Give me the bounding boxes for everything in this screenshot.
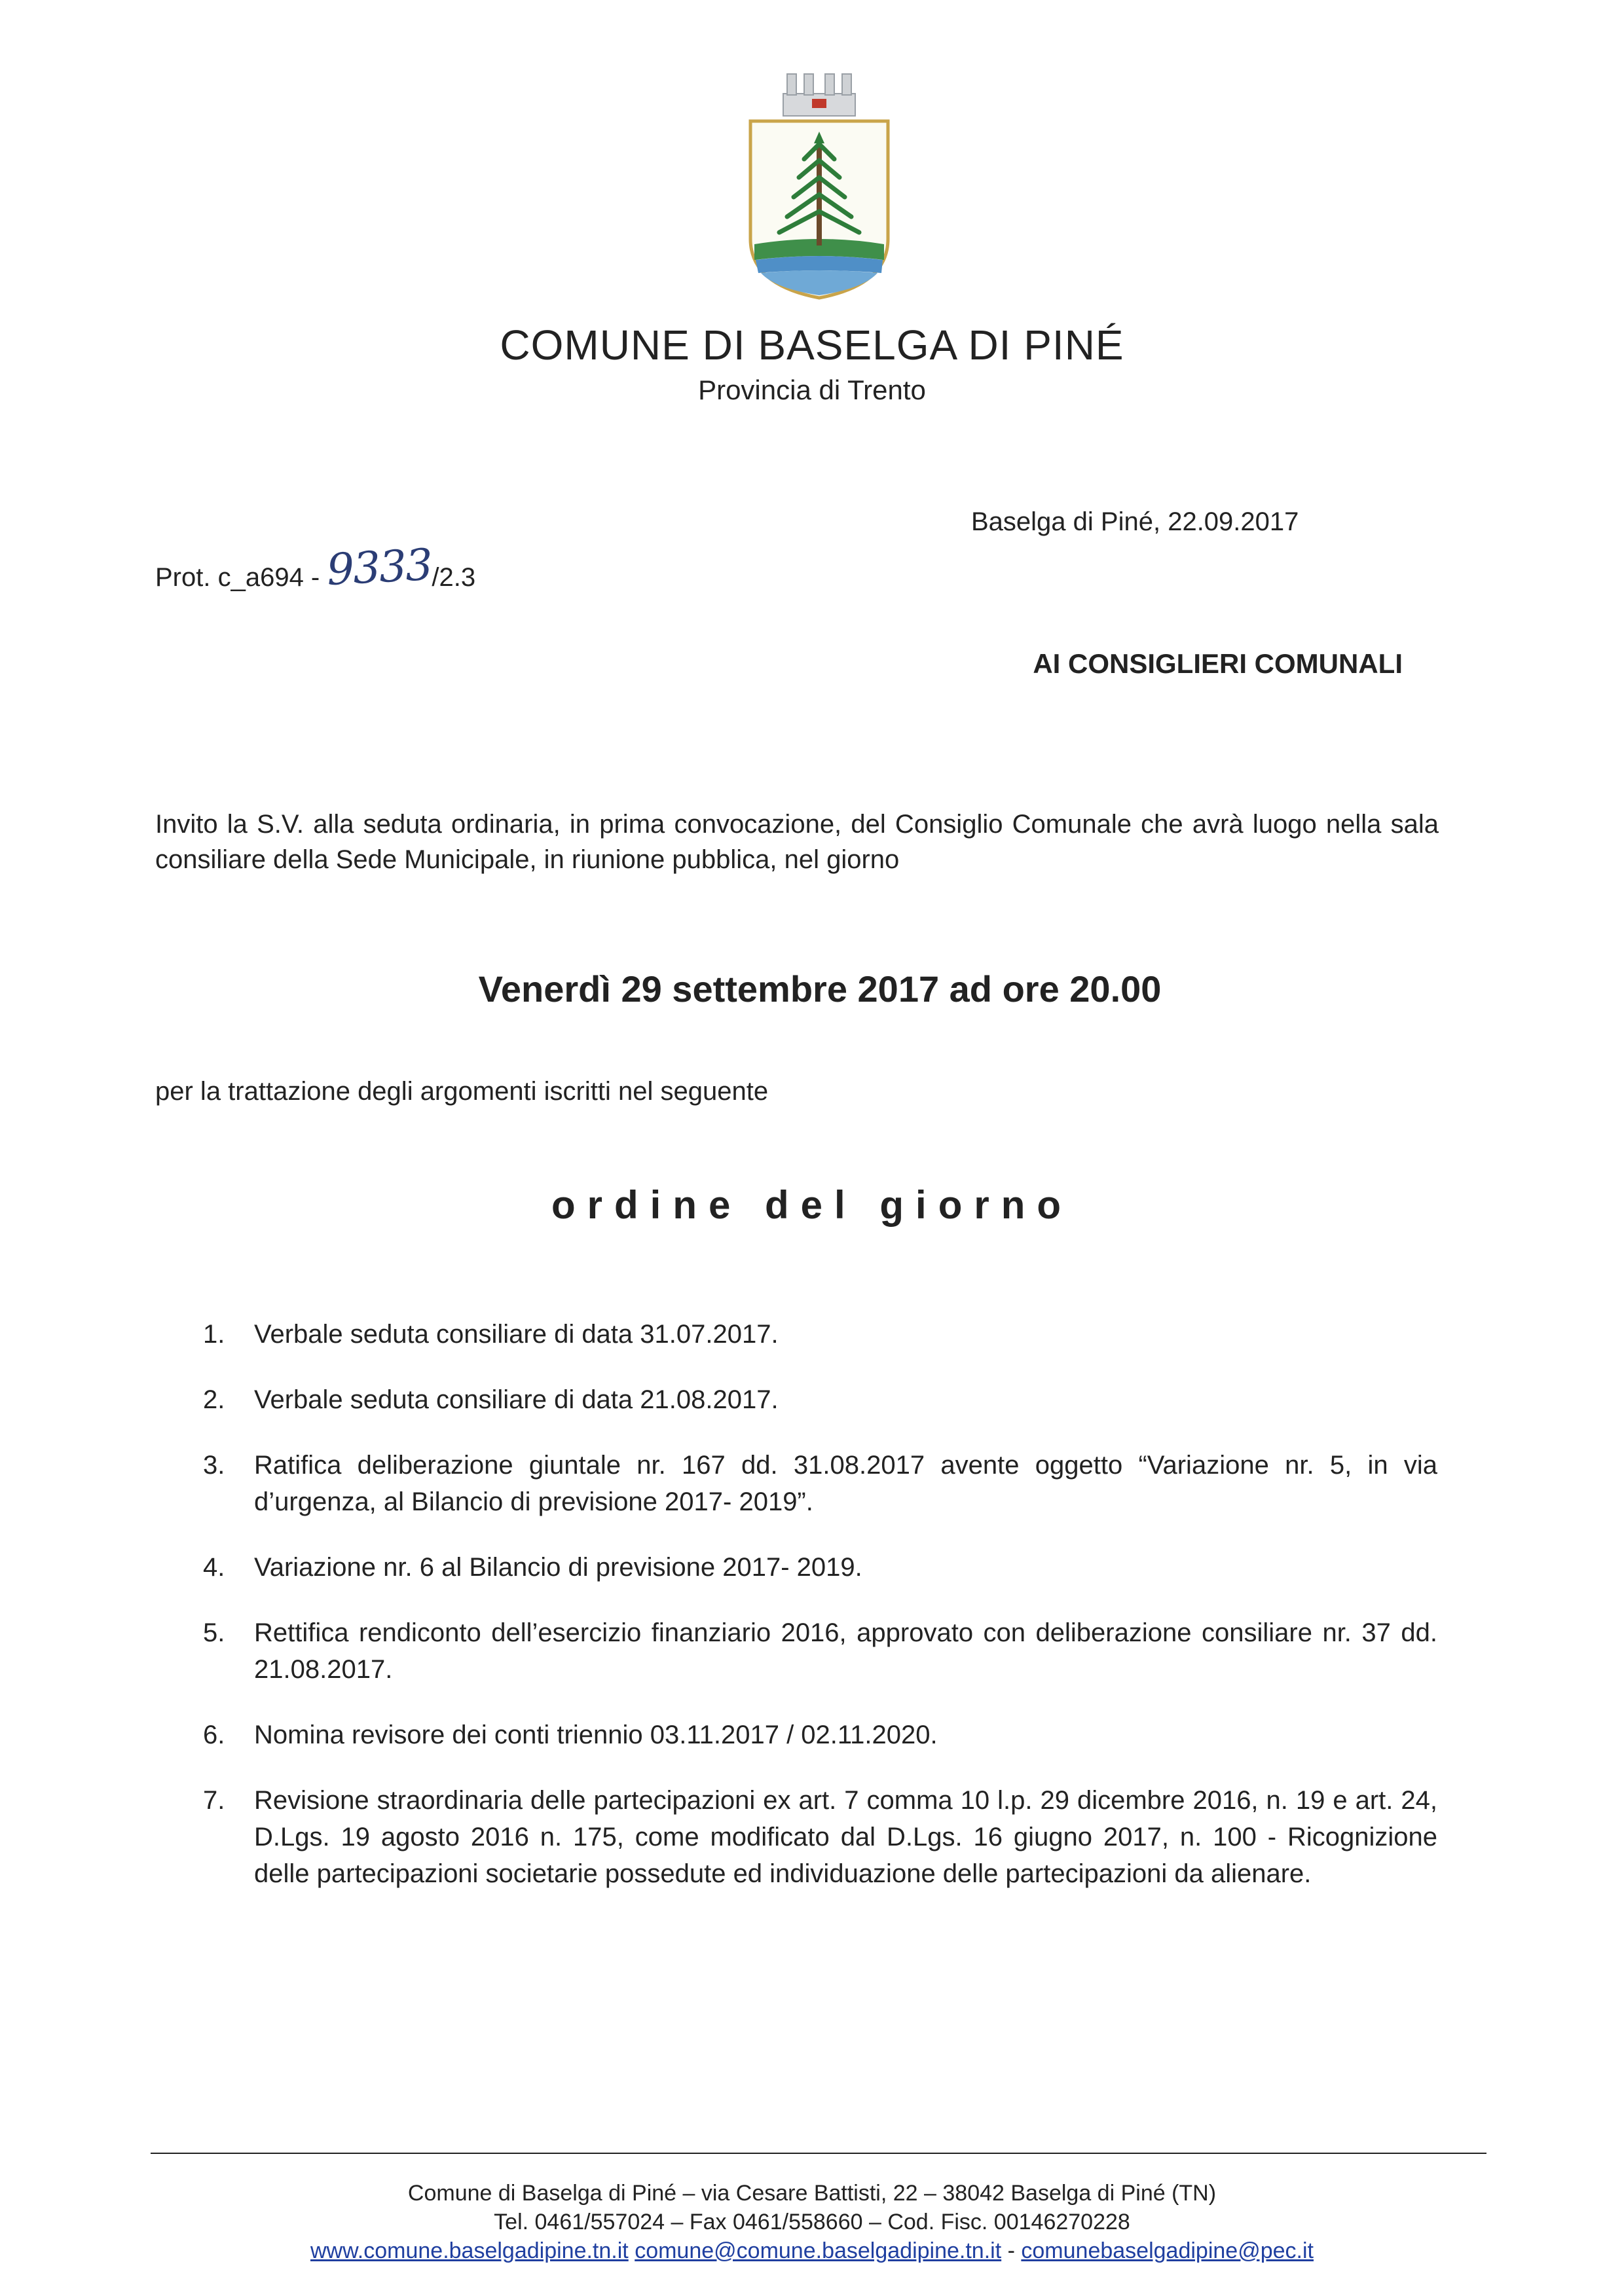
agenda-item-number: 4. [203, 1553, 225, 1582]
municipality-name: COMUNE DI BASELGA DI PINÉ [500, 321, 1124, 369]
coat-of-arms [739, 69, 900, 301]
agenda-item [203, 1717, 1437, 1753]
website-link[interactable]: www.comune.baselgadipine.tn.it [310, 2238, 629, 2263]
agenda-item-number: 6. [203, 1721, 225, 1749]
agenda-item-text: Nomina revisore dei conti triennio 03.11.2017 / 02.11.2020. [254, 1721, 938, 1749]
agenda-item-text: Variazione nr. 6 al Bilancio di previsione 2017- 2019. [254, 1553, 862, 1582]
protocol-number [155, 539, 476, 596]
protocol-suffix: /2.3 [432, 563, 476, 592]
footer-contacts: Tel. 0461/557024 – Fax 0461/558660 – Cod. Fisc. 00146270228 [494, 2210, 1130, 2234]
province-name: Provincia di Trento [698, 374, 926, 405]
agenda-title: ordine del giorno [551, 1183, 1073, 1227]
agenda-item-number: 5. [203, 1618, 225, 1647]
agenda-list [203, 1316, 1437, 1921]
agenda-item-text: Revisione straordinaria delle partecipazioni ex art. 7 comma 10 l.p. 29 dicembre 2016, n. 19 e art. 24, D.Lgs. 19 agosto 2016 n. 175, come modificato dal D.Lgs. 16 giugno 2017, n. 100 - Ricognizione delle partecipazioni societarie possedute ed individuazione delle partecipazioni da alienare. [254, 1786, 1437, 1888]
agenda-item [203, 1447, 1437, 1520]
footer-links [0, 2236, 1624, 2265]
pine-tree-crest-icon [739, 69, 900, 301]
pec-email-link[interactable]: comunebaselgadipine@pec.it [1021, 2238, 1314, 2263]
agenda-intro: per la trattazione degli argomenti iscritti nel seguente [155, 1077, 769, 1106]
agenda-item-number: 2. [203, 1385, 225, 1414]
invitation-paragraph: Invito la S.V. alla seduta ordinaria, in prima convocazione, del Consiglio Comunale che avrà luogo nella sala consiliare della Sede Municipale, in riunione pubblica, nel giorno [155, 810, 1439, 874]
agenda-item-text: Verbale seduta consiliare di data 31.07.2017. [254, 1320, 779, 1349]
footer [0, 2179, 1624, 2265]
handwritten-protocol-number: 9333 [325, 539, 434, 596]
email-link[interactable]: comune@comune.baselgadipine.tn.it [635, 2238, 1002, 2263]
agenda-item-number: 7. [203, 1786, 225, 1815]
crown-icon [783, 74, 855, 116]
place-date: Baselga di Piné, 22.09.2017 [971, 507, 1299, 536]
agenda-item-number: 3. [203, 1451, 225, 1480]
link-separator: - [1001, 2238, 1022, 2263]
footer-address: Comune di Baselga di Piné – via Cesare Battisti, 22 – 38042 Baselga di Piné (TN) [407, 2181, 1217, 2206]
agenda-item [203, 1316, 1437, 1353]
agenda-item-text: Verbale seduta consiliare di data 21.08.2017. [254, 1385, 779, 1414]
agenda-item [203, 1782, 1437, 1892]
recipients: AI CONSIGLIERI COMUNALI [1033, 648, 1403, 679]
agenda-item-text: Rettifica rendiconto dell’esercizio finanziario 2016, approvato con deliberazione consiliare nr. 37 dd. 21.08.2017. [254, 1618, 1437, 1684]
agenda-item [203, 1381, 1437, 1418]
agenda-item [203, 1614, 1437, 1688]
protocol-prefix: Prot. c_a694 - [155, 563, 327, 592]
agenda-item [203, 1549, 1437, 1586]
agenda-item-text: Ratifica deliberazione giuntale nr. 167 dd. 31.08.2017 avente oggetto “Variazione nr. 5, in via d’urgenza, al Bilancio di previsione 2017- 2019”. [254, 1451, 1437, 1516]
footer-divider [151, 2153, 1486, 2154]
agenda-item-number: 1. [203, 1320, 225, 1349]
meeting-date: Venerdì 29 settembre 2017 ad ore 20.00 [478, 968, 1162, 1010]
